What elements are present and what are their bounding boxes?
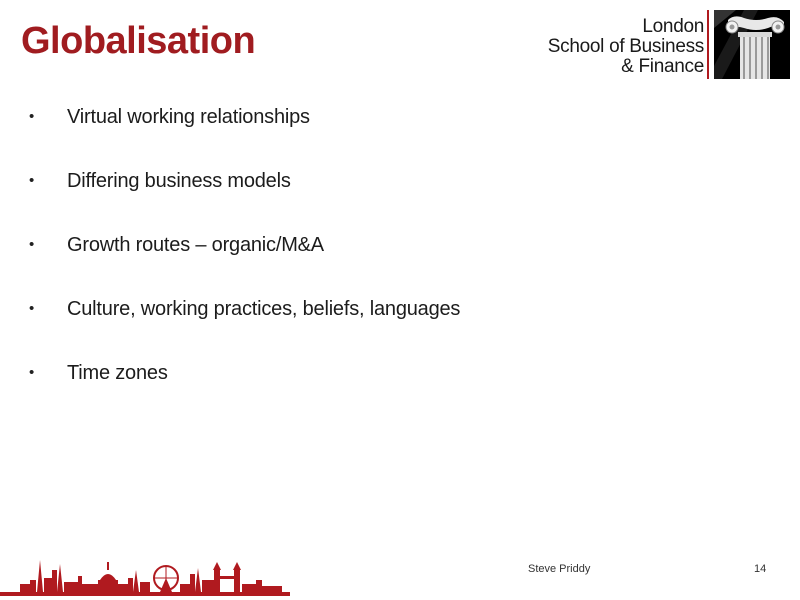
- logo-line-1: London: [642, 16, 704, 37]
- bullet-marker: •: [29, 172, 35, 189]
- bullet-marker: •: [29, 236, 35, 253]
- bullet-marker: •: [29, 108, 35, 125]
- page-number: 14: [754, 563, 767, 575]
- lsbf-logo: [547, 10, 790, 80]
- footer-author: Steve Priddy: [528, 563, 591, 575]
- london-skyline-icon: [0, 540, 290, 600]
- bullet-item: [26, 228, 460, 292]
- logo-wordmark: [548, 17, 704, 77]
- bullet-item: [26, 100, 460, 164]
- bullet-marker: •: [29, 300, 35, 317]
- bullet-text: Time zones: [67, 362, 168, 384]
- slide-title: Globalisation: [21, 20, 256, 62]
- bullet-text: Virtual working relationships: [67, 106, 310, 128]
- bullet-text: Differing business models: [67, 170, 291, 192]
- logo-line-3: & Finance: [621, 56, 704, 77]
- logo-divider: [707, 10, 709, 79]
- bullet-item: [26, 356, 460, 420]
- bullet-item: [26, 292, 460, 356]
- bullet-text: Growth routes – organic/M&A: [67, 234, 324, 256]
- bullet-list: [26, 100, 460, 420]
- bullet-item: [26, 164, 460, 228]
- bullet-marker: •: [29, 364, 35, 381]
- column-capital-icon: [714, 10, 790, 79]
- logo-line-2: School of Business: [547, 36, 704, 57]
- bullet-text: Culture, working practices, beliefs, languages: [67, 298, 461, 320]
